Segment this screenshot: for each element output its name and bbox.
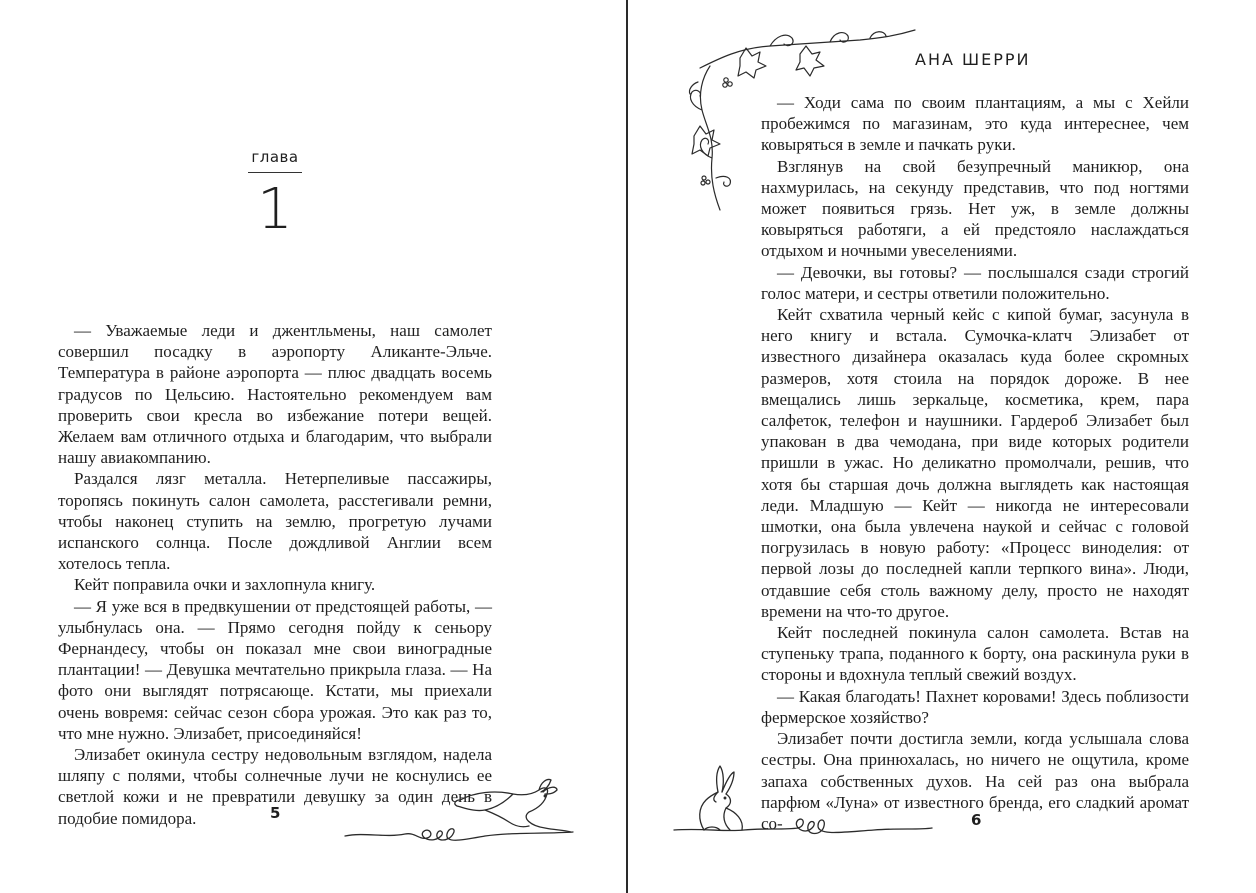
chapter-rule bbox=[248, 172, 302, 173]
page-number: 5 bbox=[270, 804, 281, 822]
left-page-body bbox=[58, 320, 492, 829]
right-page bbox=[628, 0, 1256, 893]
paragraph: Кейт последней покинула салон самолета. Встав на ступеньку трапа, поданного к борту, она раскинула руки в стороны и вдохнула теплый свежий воздух. bbox=[761, 623, 1189, 685]
paragraph: Элизабет окинула сестру недовольным взглядом, надела шляпу с полями, чтобы солнечные лучи не коснулись ее светлой кожи и не превратили девушку за один день в подобие помидора. bbox=[58, 745, 492, 828]
paragraph: Взглянув на свой безупречный маникюр, она нахмурилась, на секунду представив, что под ногтями может появиться грязь. Нет уж, в земле должны ковыряться работяги, а ей предстояло наслаждаться отдыхом и ночными увеселениями. bbox=[761, 156, 1189, 261]
paragraph: Раздался лязг металла. Нетерпеливые пассажиры, торопясь покинуть салон самолета, расстегивали ремни, чтобы наконец ступить на землю, прогретую лучами испанского солнца. После дождливой Англии всем хотелось тепла. bbox=[58, 469, 492, 574]
paragraph: — Девочки, вы готовы? — послышался сзади строгий голос матери, и сестры ответили положительно. bbox=[761, 262, 1189, 303]
paragraph: — Ходи сама по своим плантациям, а мы с Хейли пробежимся по магазинам, это куда интереснее, чем ковыряться в земле и пачкать руки. bbox=[761, 93, 1189, 155]
right-page-body bbox=[761, 92, 1189, 834]
paragraph: — Я уже вся в предвкушении от предстоящей работы, — улыбнулась она. — Прямо сегодня пойду к сеньору Фернандесу, чтобы он показал мне свои виноградные плантации! — Девушка мечтательно прикрыла глаза. — На фото они выглядят потрясающе. Кстати, мы приехали очень вовремя: сейчас сезон сбора урожая. Это как раз то, что мне нужно. Элизабет, присоединяйся! bbox=[58, 596, 492, 743]
leaping-rabbit-icon bbox=[345, 778, 580, 858]
left-page bbox=[0, 0, 627, 893]
paragraph: Кейт поправила очки и захлопнула книгу. bbox=[74, 575, 376, 595]
chapter-label: глава bbox=[251, 148, 299, 166]
chapter-number: 1 bbox=[257, 177, 293, 242]
page-number: 6 bbox=[971, 811, 982, 829]
paragraph: — Уважаемые леди и джентльмены, наш самолет совершил посадку в аэропорту Аликанте-Эльче. Температура в районе аэропорта — плюс двадцать восемь градусов по Цельсию. Настоятельно рекомендуем вам проверить свои кресла во избежание потери вещей. Желаем вам отличного отдыха и благодарим, что выбрали нашу авиакомпанию. bbox=[58, 321, 492, 468]
running-head-author: АНА ШЕРРИ bbox=[915, 50, 1031, 69]
paragraph: Элизабет почти достигла земли, когда услышала слова сестры. Она принюхалась, но ничего не ощутила, кроме запаха собственных духов. На сей раз она выбрала парфюм «Луна» от известного бренда, его сладкий аромат со- bbox=[761, 729, 1189, 833]
paragraph: — Какая благодать! Пахнет коровами! Здесь поблизости фермерское хозяйство? bbox=[761, 686, 1189, 727]
paragraph: Кейт схватила черный кейс с кипой бумаг, засунула в него книгу и встала. Сумочка-клатч Элизабет от известного дизайнера оказалась куда более скромных размеров, хотя стоила на порядок дороже. В нее вмещались лишь зеркальце, косметика, крем, пара салфеток, телефон и наушники. Гардероб Элизабет был упакован в два чемодана, при виде которых родители пришли в ужас. Но деликатно промолчали, решив, что хотя бы старшая дочь должна выглядеть как настоящая леди. Младшую — Кейт — никогда не интересовали шмотки, она была увлечена наукой и сейчас с головой погрузилась в новую работу: «Процесс виноделия: от первой лозы до последней капли терпкого вина». Люди, отдавшие себя столь важному делу, просто не находят времени на что-то другое. bbox=[761, 305, 1189, 621]
sitting-rabbit-icon bbox=[674, 764, 934, 854]
